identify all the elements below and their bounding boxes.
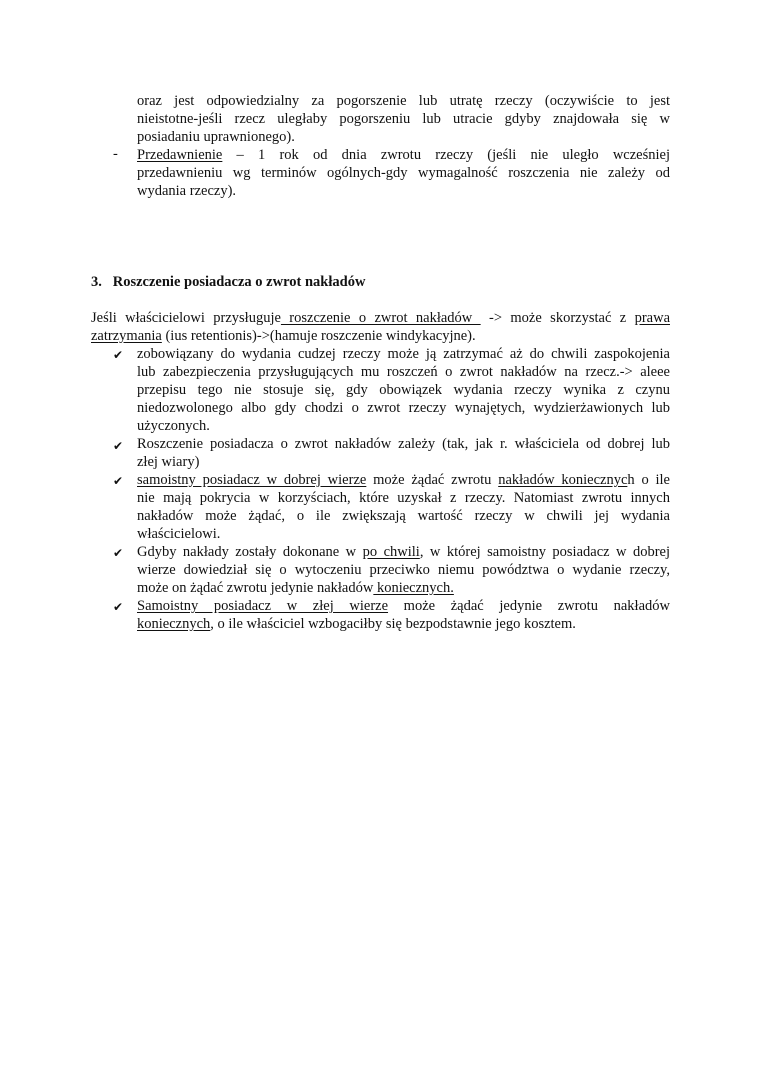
text-line: lub zabezpieczenia przysługujących mu roszczeń o zwrot nakładów na rzecz.-> aleee xyxy=(137,364,670,380)
text-line: Jeśli właścicielowi przysługuje roszczenie o zwrot nakładów -> może skorzystać z prawa xyxy=(91,310,670,326)
text-line: zatrzymania (ius retentionis)->(hamuje roszczenie windykacyjne). xyxy=(91,328,476,344)
text-line: zobowiązany do wydania cudzej rzeczy może ją zatrzymać aż do chwili zaspokojenia xyxy=(137,346,670,362)
text-line: użyczonych. xyxy=(137,418,210,434)
check-icon: ✔ xyxy=(113,600,124,614)
text-line: Samoistny posiadacz w złej wierze może żądać jedynie zwrotu nakładów xyxy=(137,598,670,614)
text-line: Gdyby nakłady zostały dokonane w po chwili, w której samoistny posiadacz w dobrej xyxy=(137,544,671,560)
text-line: nieistotne-jeśli rzecz uległaby pogorszeniu lub utracie gdyby znajdowała się w xyxy=(137,111,670,127)
text-line: posiadaniu uprawnionego). xyxy=(137,129,295,145)
text-line: oraz jest odpowiedzialny za pogorszenie lub utratę rzeczy (oczywiście to jest xyxy=(137,93,670,109)
text-line: przepisu tego nie stosuje się, gdy obowiązek wydania rzeczy wynika z czynu xyxy=(137,382,670,398)
text-line: może on żądać zwrotu jedynie nakładów koniecznych. xyxy=(137,580,454,596)
check-icon: ✔ xyxy=(113,348,124,362)
text-line: niedozwolonego albo gdy chodzi o zwrot rzeczy wynajętych, wydzierżawionych lub xyxy=(137,400,670,416)
text-line: właścicielowi. xyxy=(137,526,221,542)
text-line: wydania rzeczy). xyxy=(137,183,237,199)
dash-item-paragraph xyxy=(137,146,670,200)
text-line: nakładów może żądać, o ile zwiększają wartość rzeczy w chwili jej wydania xyxy=(137,508,670,524)
text-line: samoistny posiadacz w dobrej wierze może żądać zwrotu nakładów koniecznych o ile xyxy=(137,472,670,488)
text-line: Przedawnienie – 1 rok od dnia zwrotu rzeczy (jeśli nie uległo wcześniej xyxy=(137,147,670,163)
text-line: nie mają pokrycia w korzyściach, które uzyskał z rzeczy. Natomiast zwrotu innych xyxy=(137,490,670,506)
bullet-item-5 xyxy=(137,597,670,633)
bullet-item-3 xyxy=(137,471,670,543)
text-line: przedawnieniu wg terminów ogólnych-gdy wymagalność roszczenia nie zależy od xyxy=(137,165,670,181)
text-line: koniecznych, o ile właściciel wzbogaciłby się bezpodstawnie jego kosztem. xyxy=(137,616,576,632)
text-line: wierze dowiedział się o wytoczeniu przeciwko niemu powództwa o wydanie rzeczy, xyxy=(137,562,670,578)
section-heading: 3. Roszczenie posiadacza o zwrot nakładów xyxy=(91,274,366,290)
bullet-item-2 xyxy=(137,435,670,471)
check-icon: ✔ xyxy=(113,439,124,453)
check-icon: ✔ xyxy=(113,474,124,488)
bullet-item-1 xyxy=(137,345,670,435)
dash-bullet: - xyxy=(113,146,118,162)
text-line: Roszczenie posiadacza o zwrot nakładów zależy (tak, jak r. właściciela od dobrej lub xyxy=(137,436,670,452)
bullet-item-4 xyxy=(137,543,670,597)
text-line: złej wiary) xyxy=(137,454,200,470)
check-icon: ✔ xyxy=(113,546,124,560)
underlined-term: Przedawnienie xyxy=(137,147,223,163)
intro-paragraph xyxy=(91,309,670,345)
continuation-paragraph xyxy=(137,92,670,146)
